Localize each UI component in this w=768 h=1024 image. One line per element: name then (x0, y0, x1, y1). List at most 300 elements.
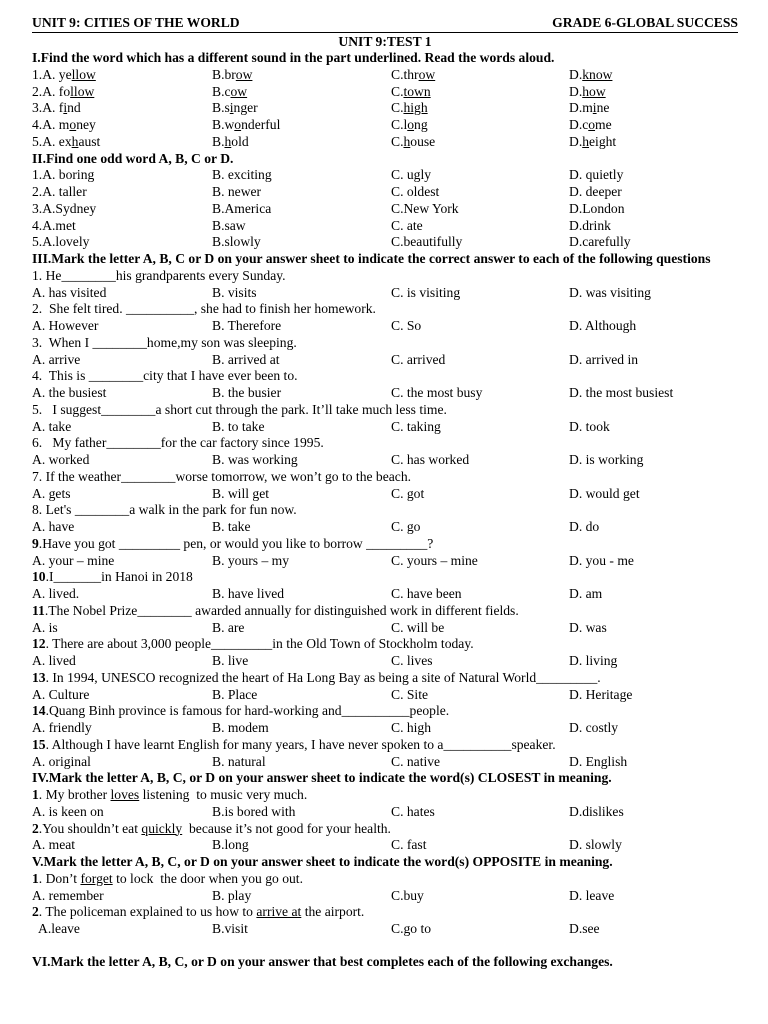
text-run: D. took (569, 418, 610, 434)
text-run: 1 (32, 787, 39, 802)
underlined-text: o (407, 117, 415, 132)
answer-options-row (32, 586, 738, 603)
text-run: C. oldest (391, 184, 440, 199)
answer-option (569, 167, 738, 184)
answer-option (212, 486, 391, 503)
spacer (32, 938, 738, 954)
answer-option (32, 285, 212, 302)
answer-options-row (32, 620, 738, 637)
text-run: D.dislikes (569, 803, 624, 819)
text-run: D. English (569, 753, 628, 769)
answer-options-row (32, 84, 738, 101)
answer-options-row (32, 653, 738, 670)
text-run: C.New York (391, 200, 459, 216)
answer-option (391, 218, 569, 235)
text-run: B. arrived at (212, 351, 280, 367)
underlined-text: forget (80, 870, 113, 886)
answer-option (212, 134, 391, 151)
answer-options-row (32, 888, 738, 905)
text-run: A. worked (32, 452, 90, 467)
text-run: B. live (212, 653, 249, 668)
text-run: ne (596, 100, 610, 116)
answer-option (32, 419, 212, 436)
text-run: D.c (569, 117, 589, 132)
text-run: B.is bored with (212, 803, 296, 819)
answer-option (569, 419, 738, 436)
answer-option (32, 234, 212, 251)
text-run: A. is keen on (32, 803, 104, 819)
text-run: . There are about 3,000 people_________in the Old Town of Stockholm today. (45, 636, 474, 652)
text-run: 11 (32, 602, 45, 618)
answer-options-row (32, 486, 738, 503)
answer-option (212, 167, 391, 184)
answer-option (32, 218, 212, 235)
answer-option (569, 385, 738, 402)
answer-option (391, 804, 569, 821)
text-run: D.m (569, 100, 593, 116)
answer-option (212, 837, 391, 854)
text-run: 12 (32, 636, 46, 652)
answer-option (32, 837, 212, 854)
text-run: C.go to (391, 921, 432, 936)
answer-option (391, 184, 569, 201)
text-run: D. do (569, 519, 600, 534)
text-run: C.buy (391, 887, 424, 903)
text-run: C. ugly (391, 167, 432, 183)
text-run: nger (233, 100, 258, 116)
text-run: D. Heritage (569, 686, 633, 702)
text-run: C. is visiting (391, 284, 461, 300)
answer-option (569, 921, 738, 938)
text-run: 1 (32, 870, 39, 886)
answer-option (569, 218, 738, 235)
answer-option (32, 201, 212, 218)
question-text (32, 301, 738, 318)
text-run: 1.A. ye (32, 66, 72, 82)
answer-options-row (32, 687, 738, 704)
underlined-text: i (592, 100, 597, 116)
text-run: 15 (32, 736, 46, 752)
text-run: C. ate (391, 217, 423, 233)
answer-option (32, 134, 212, 151)
answer-option (212, 687, 391, 704)
text-run: nderful (241, 117, 281, 132)
answer-options-row (32, 184, 738, 201)
text-run: C. (391, 133, 404, 149)
text-run: old (231, 133, 249, 149)
text-run: D. am (569, 586, 603, 601)
answer-options-row (32, 754, 738, 771)
question-text (32, 904, 738, 921)
answer-options-row (32, 385, 738, 402)
answer-option (212, 720, 391, 737)
underlined-text: h (224, 133, 232, 149)
text-run: D. living (569, 653, 618, 668)
question-text (32, 871, 738, 888)
answer-options-row (32, 117, 738, 134)
answer-option (32, 486, 212, 503)
answer-option (391, 620, 569, 637)
answer-option (391, 921, 569, 938)
text-run: B.c (212, 83, 231, 99)
text-run: 2.A. fo (32, 83, 71, 99)
answer-options-row (32, 218, 738, 235)
answer-option (569, 586, 738, 603)
text-run: B. will get (212, 485, 270, 501)
underlined-text: o (69, 117, 77, 132)
question-text (32, 435, 738, 452)
underlined-text: llow (71, 66, 96, 82)
text-run: nd (67, 100, 81, 116)
answer-option (391, 318, 569, 335)
text-run: A. meat (32, 837, 76, 853)
text-run: B. Place (212, 686, 258, 702)
answer-options-row (32, 519, 738, 536)
text-run: B. the busier (212, 385, 282, 400)
text-run: B. yours – my (212, 552, 290, 568)
text-run: A. original (32, 753, 91, 769)
answer-option (212, 921, 391, 938)
answer-options-row (32, 134, 738, 151)
answer-option (32, 519, 212, 536)
question-text (32, 569, 738, 586)
answer-option (569, 318, 738, 335)
underlined-text: quickly (141, 820, 183, 836)
answer-option (32, 385, 212, 402)
text-run: C. So (391, 318, 422, 333)
section-heading: V.Mark the letter A, B, C, or D on your answer sheet to indicate the word(s) OPPOSITE in meaning. (32, 854, 613, 869)
text-run: D. you - me (569, 552, 634, 568)
answer-option (32, 553, 212, 570)
question-text (32, 636, 738, 653)
answer-option (569, 620, 738, 637)
answer-option (569, 653, 738, 670)
text-run: 5.A. ex (32, 133, 72, 149)
question-text (32, 402, 738, 419)
answer-options-row (32, 352, 738, 369)
answer-options-row (32, 167, 738, 184)
text-run: C. has worked (391, 452, 470, 467)
question-text (32, 603, 738, 620)
section-heading: I.Find the word which has a different sound in the part underlined. Read the words aloud. (32, 50, 555, 65)
answer-option (391, 837, 569, 854)
text-run: B. have lived (212, 586, 285, 601)
answer-option (569, 184, 738, 201)
answer-option (569, 519, 738, 536)
text-run: B. exciting (212, 167, 272, 183)
text-run: 4. This is ________city that I have ever been to. (32, 368, 298, 384)
answer-option (212, 385, 391, 402)
text-run: B.w (212, 117, 235, 132)
answer-option (212, 653, 391, 670)
text-run: B.visit (212, 921, 248, 936)
text-run: C. native (391, 753, 441, 769)
text-run: 6. My father________for the car factory since 1995. (32, 435, 324, 451)
header-unit-title: UNIT 9: CITIES OF THE WORLD (32, 15, 240, 30)
underlined-text: o (588, 117, 596, 132)
text-run: B.s (212, 100, 230, 116)
answer-options-row (32, 100, 738, 117)
answer-option (569, 234, 738, 251)
answer-option (391, 419, 569, 436)
text-run: 5.A.lovely (32, 234, 90, 250)
text-run: D. slowly (569, 837, 622, 853)
header-grade: GRADE 6-GLOBAL SUCCESS (552, 15, 738, 30)
text-run: C. (391, 83, 404, 99)
answer-option (212, 586, 391, 603)
answer-option (212, 285, 391, 302)
text-run: A. take (32, 418, 72, 434)
text-run: .The Nobel Prize________ awarded annually for distinguished work in different fields. (44, 602, 519, 618)
text-run: me (595, 117, 612, 132)
answer-option (391, 385, 569, 402)
underlined-text: h (403, 133, 411, 149)
text-run: 2.A. taller (32, 184, 87, 199)
text-run: C. have been (391, 586, 462, 601)
answer-option (32, 352, 212, 369)
answer-options-row (32, 285, 738, 302)
answer-option (212, 754, 391, 771)
text-run: C. yours – mine (391, 552, 478, 568)
underlined-text: know (582, 66, 613, 82)
text-run: D. (569, 66, 583, 82)
text-run: A. your – mine (32, 552, 115, 568)
answer-option (391, 653, 569, 670)
answer-option (212, 100, 391, 117)
text-run: D. arrived in (569, 351, 639, 367)
underlined-text: town (403, 83, 431, 99)
underlined-text: how (582, 83, 606, 99)
text-run: 2 (32, 904, 39, 920)
answer-option (569, 67, 738, 84)
answer-option (391, 167, 569, 184)
text-run: . The policeman explained to us how to (38, 904, 257, 920)
text-run: the airport. (301, 904, 365, 920)
answer-option (569, 134, 738, 151)
answer-option (212, 553, 391, 570)
text-run: A. remember (32, 887, 104, 903)
answer-option (32, 888, 212, 905)
section-heading: II.Find one odd word A, B, C or D. (32, 150, 234, 166)
text-run: 1.A. boring (32, 167, 95, 183)
text-run: A. is (32, 619, 58, 635)
page-header (32, 15, 738, 33)
question-text (32, 703, 738, 720)
text-run: ouse (410, 133, 436, 149)
text-run: C. (391, 100, 404, 116)
answer-options-row (32, 837, 738, 854)
text-run: A. lived. (32, 586, 80, 601)
text-run: D. Although (569, 318, 637, 333)
text-run: A. friendly (32, 720, 92, 735)
text-run: 13 (32, 669, 46, 685)
text-run: 9 (32, 535, 39, 551)
text-run: B. visits (212, 284, 257, 300)
question-text (32, 502, 738, 519)
text-run: D. quietly (569, 167, 624, 183)
answer-options-row (32, 553, 738, 570)
text-run: D. (569, 83, 583, 99)
text-run: D. leave (569, 887, 615, 903)
section-heading: IV.Mark the letter A, B, C, or D on your answer sheet to indicate the word(s) CLOSEST in meaning. (32, 770, 612, 786)
answer-option (569, 720, 738, 737)
answer-option (32, 452, 212, 469)
answer-options-row (32, 234, 738, 251)
answer-option (391, 687, 569, 704)
answer-option (32, 67, 212, 84)
answer-option (391, 519, 569, 536)
text-run: D. was (569, 619, 607, 635)
text-run: A. has visited (32, 284, 107, 300)
text-run: A. gets (32, 485, 71, 501)
text-run: D. was visiting (569, 284, 651, 300)
answer-options-row (32, 804, 738, 821)
answer-option (391, 234, 569, 251)
underlined-text: llow (70, 83, 95, 99)
text-run: 2 (32, 820, 39, 836)
text-run: C. high (391, 720, 432, 735)
answer-option (212, 452, 391, 469)
text-run: B. to take (212, 418, 265, 434)
question-text (32, 268, 738, 285)
answer-option (569, 837, 738, 854)
text-run: D. the most busiest (569, 385, 674, 400)
answer-option (212, 184, 391, 201)
answer-option (391, 553, 569, 570)
answer-option (569, 486, 738, 503)
text-run: 14 (32, 703, 46, 719)
text-run: D. deeper (569, 184, 622, 199)
answer-option (212, 218, 391, 235)
underlined-text: ow (230, 83, 248, 99)
answer-option (32, 318, 212, 335)
answer-option (569, 553, 738, 570)
answer-option (391, 586, 569, 603)
text-run: 2. She felt tired. __________, she had to finish her homework. (32, 301, 376, 317)
text-run: .I_______in Hanoi in 2018 (45, 569, 193, 585)
answer-option (32, 620, 212, 637)
text-run: C. taking (391, 418, 441, 434)
text-run: B.long (212, 837, 249, 853)
answer-option (391, 352, 569, 369)
text-run: 3. When I ________home,my son was sleeping. (32, 334, 297, 350)
underlined-text: ow (418, 66, 436, 82)
answer-option (569, 100, 738, 117)
text-run: B. are (212, 619, 245, 635)
text-run: B. modem (212, 720, 269, 735)
text-run: B.America (212, 200, 272, 216)
answer-option (391, 67, 569, 84)
text-run: C. Site (391, 686, 429, 702)
text-run: 3.A.Sydney (32, 200, 97, 216)
answer-option (569, 84, 738, 101)
test-content (32, 50, 738, 971)
answer-option (212, 234, 391, 251)
text-run: B.saw (212, 217, 246, 233)
answer-option (391, 201, 569, 218)
section-heading: III.Mark the letter A, B, C or D on your answer sheet to indicate the correct answer to each of the following questions (32, 251, 711, 266)
text-run: D. is working (569, 452, 644, 467)
text-run: B. was working (212, 452, 298, 467)
text-run: A. Culture (32, 686, 90, 702)
text-run: D.drink (569, 217, 611, 233)
answer-option (32, 100, 212, 117)
text-run: 8. Let's ________a walk in the park for fun now. (32, 502, 297, 518)
underlined-text: loves (110, 787, 140, 802)
answer-option (212, 352, 391, 369)
text-run: .Have you got _________ pen, or would you like to borrow _________? (38, 535, 434, 551)
text-run: . Don’t (38, 870, 81, 886)
answer-options-row (32, 921, 738, 938)
answer-option (569, 117, 738, 134)
text-run: D. costly (569, 720, 619, 735)
text-run: D.see (569, 921, 600, 936)
text-run: A. have (32, 519, 75, 534)
text-run: C. go (391, 519, 421, 534)
text-run: ng (414, 117, 428, 132)
text-run: B.slowly (212, 234, 261, 250)
answer-option (212, 84, 391, 101)
underlined-text: h (71, 133, 79, 149)
text-run: B. Therefore (212, 318, 282, 333)
text-run: C.l (391, 117, 408, 132)
text-run: 7. If the weather________worse tomorrow, we won’t go to the beach. (32, 468, 412, 484)
text-run: B. newer (212, 184, 262, 199)
text-run: . Although I have learnt English for many years, I have never spoken to a__________speaker. (45, 736, 556, 752)
answer-option (32, 586, 212, 603)
worksheet-page (32, 15, 738, 971)
answer-option (212, 201, 391, 218)
answer-option (391, 285, 569, 302)
answer-option (212, 117, 391, 134)
text-run: B. natural (212, 753, 266, 769)
text-run: D.carefully (569, 234, 631, 250)
answer-option (391, 452, 569, 469)
answer-option (391, 888, 569, 905)
answer-option (32, 167, 212, 184)
question-text (32, 368, 738, 385)
answer-option (391, 134, 569, 151)
underlined-text: high (403, 100, 428, 116)
text-run: A. However (32, 318, 99, 333)
underlined-text: ow (235, 66, 253, 82)
text-run: listening to music very much. (139, 787, 308, 802)
question-text (32, 670, 738, 687)
text-run: because it’s not good for your health. (182, 820, 391, 836)
answer-option (391, 117, 569, 134)
answer-option (32, 720, 212, 737)
text-run: 4.A.met (32, 217, 76, 233)
answer-options-row (32, 419, 738, 436)
answer-option (569, 687, 738, 704)
question-text (32, 536, 738, 553)
text-run: A. lived (32, 653, 76, 668)
answer-option (32, 754, 212, 771)
text-run: C.thr (391, 66, 419, 82)
text-run: to lock the door when you go out. (112, 870, 303, 886)
question-text (32, 469, 738, 486)
answer-option (212, 419, 391, 436)
text-run: D. would get (569, 485, 640, 501)
text-run: B.br (212, 66, 236, 82)
answer-option (391, 486, 569, 503)
text-run: B. take (212, 519, 251, 534)
answer-option (569, 888, 738, 905)
answer-option (212, 67, 391, 84)
answer-option (32, 687, 212, 704)
answer-options-row (32, 201, 738, 218)
text-run: aust (78, 133, 101, 149)
